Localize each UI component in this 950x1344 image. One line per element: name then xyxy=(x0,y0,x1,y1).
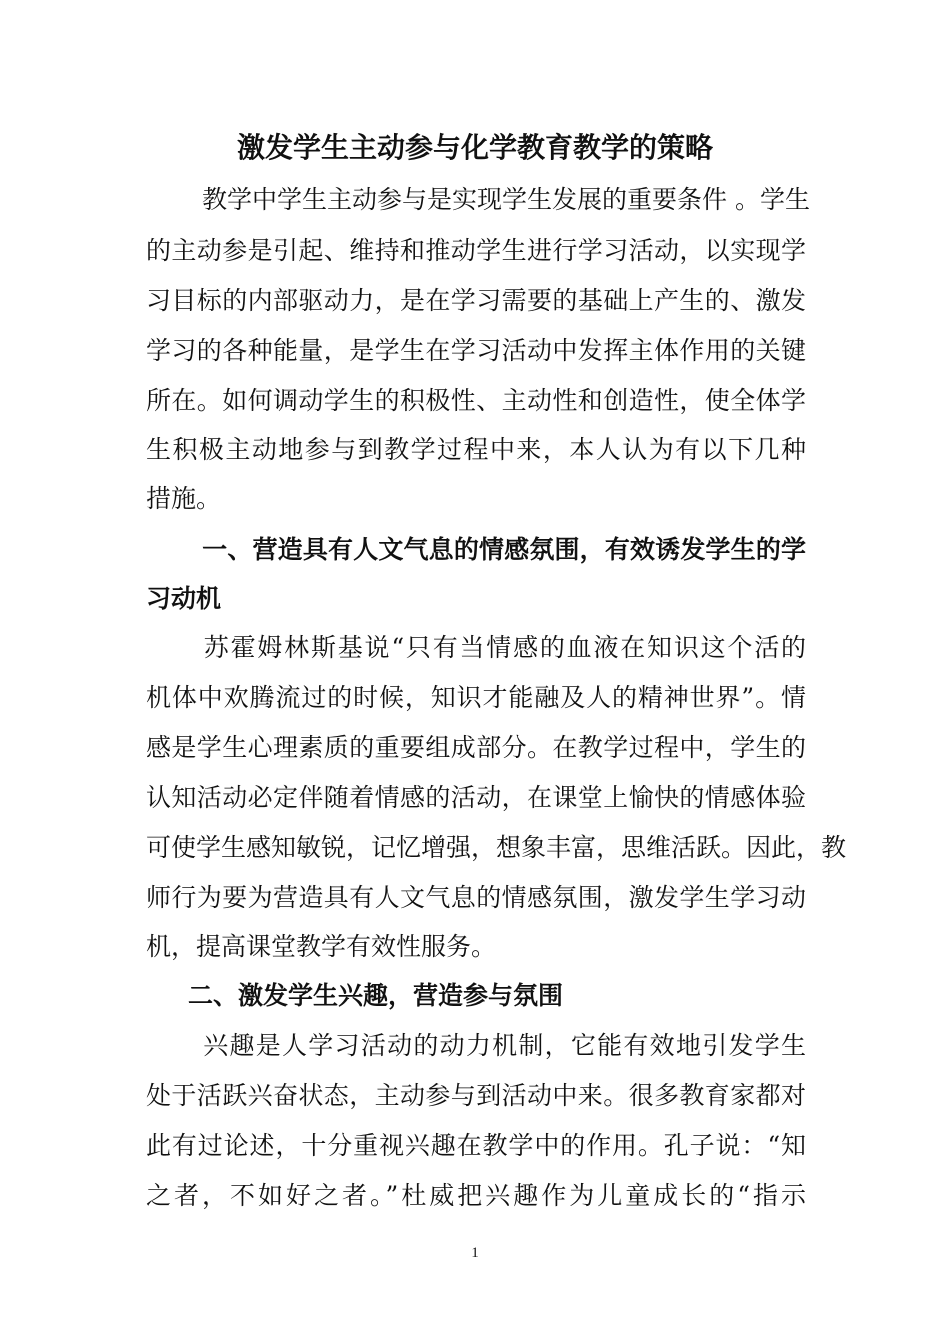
paragraph-line: 可使学生感知敏锐，记忆增强，想象丰富，思维活跃。因此，教 xyxy=(146,833,847,862)
intro-line: 教学中学生主动参与是实现学生发展的重要条件 。学生 xyxy=(202,185,810,214)
document-title: 激发学生主动参与化学教育教学的策略 xyxy=(236,131,713,164)
paragraph-line: 之者，不如好之者。”杜威把兴趣作为儿童成长的“指示 xyxy=(146,1181,806,1210)
paragraph-line: 兴趣是人学习活动的动力机制，它能有效地引发学生 xyxy=(202,1031,806,1060)
paragraph-line: 处于活跃兴奋状态，主动参与到活动中来。很多教育家都对 xyxy=(146,1081,806,1110)
intro-line: 生积极主动地参与到教学过程中来，本人认为有以下几种 xyxy=(146,435,806,464)
section-heading-line: 一、营造具有人文气息的情感氛围，有效诱发学生的学 xyxy=(202,535,806,564)
section-2-heading: 二、激发学生兴趣，营造参与氛围 xyxy=(188,981,564,1010)
section-heading-line: 习动机 xyxy=(146,584,222,613)
paragraph-line: 感是学生心理素质的重要组成部分。在教学过程中，学生的 xyxy=(146,733,806,762)
intro-line: 措施。 xyxy=(146,484,222,513)
page-number: 1 xyxy=(471,1245,479,1261)
paragraph-line: 苏霍姆林斯基说“只有当情感的血液在知识这个活的 xyxy=(202,633,806,662)
intro-line: 学习的各种能量，是学生在学习活动中发挥主体作用的关键 xyxy=(146,336,806,365)
intro-line: 所在。如何调动学生的积极性、主动性和创造性，使全体学 xyxy=(146,386,806,415)
paragraph-line: 机，提高课堂教学有效性服务。 xyxy=(146,932,497,961)
paragraph-line: 机体中欢腾流过的时候，知识才能融及人的精神世界”。情 xyxy=(146,683,806,712)
paragraph-line: 此有过论述，十分重视兴趣在教学中的作用。孔子说：“知 xyxy=(146,1131,806,1160)
paragraph-line: 师行为要为营造具有人文气息的情感氛围，激发学生学习动 xyxy=(146,883,806,912)
paragraph-line: 认知活动必定伴随着情感的活动，在课堂上愉快的情感体验 xyxy=(146,783,806,812)
intro-line: 习目标的内部驱动力，是在学习需要的基础上产生的、激发 xyxy=(146,286,806,315)
intro-line: 的主动参是引起、维持和推动学生进行学习活动，以实现学 xyxy=(146,236,806,265)
